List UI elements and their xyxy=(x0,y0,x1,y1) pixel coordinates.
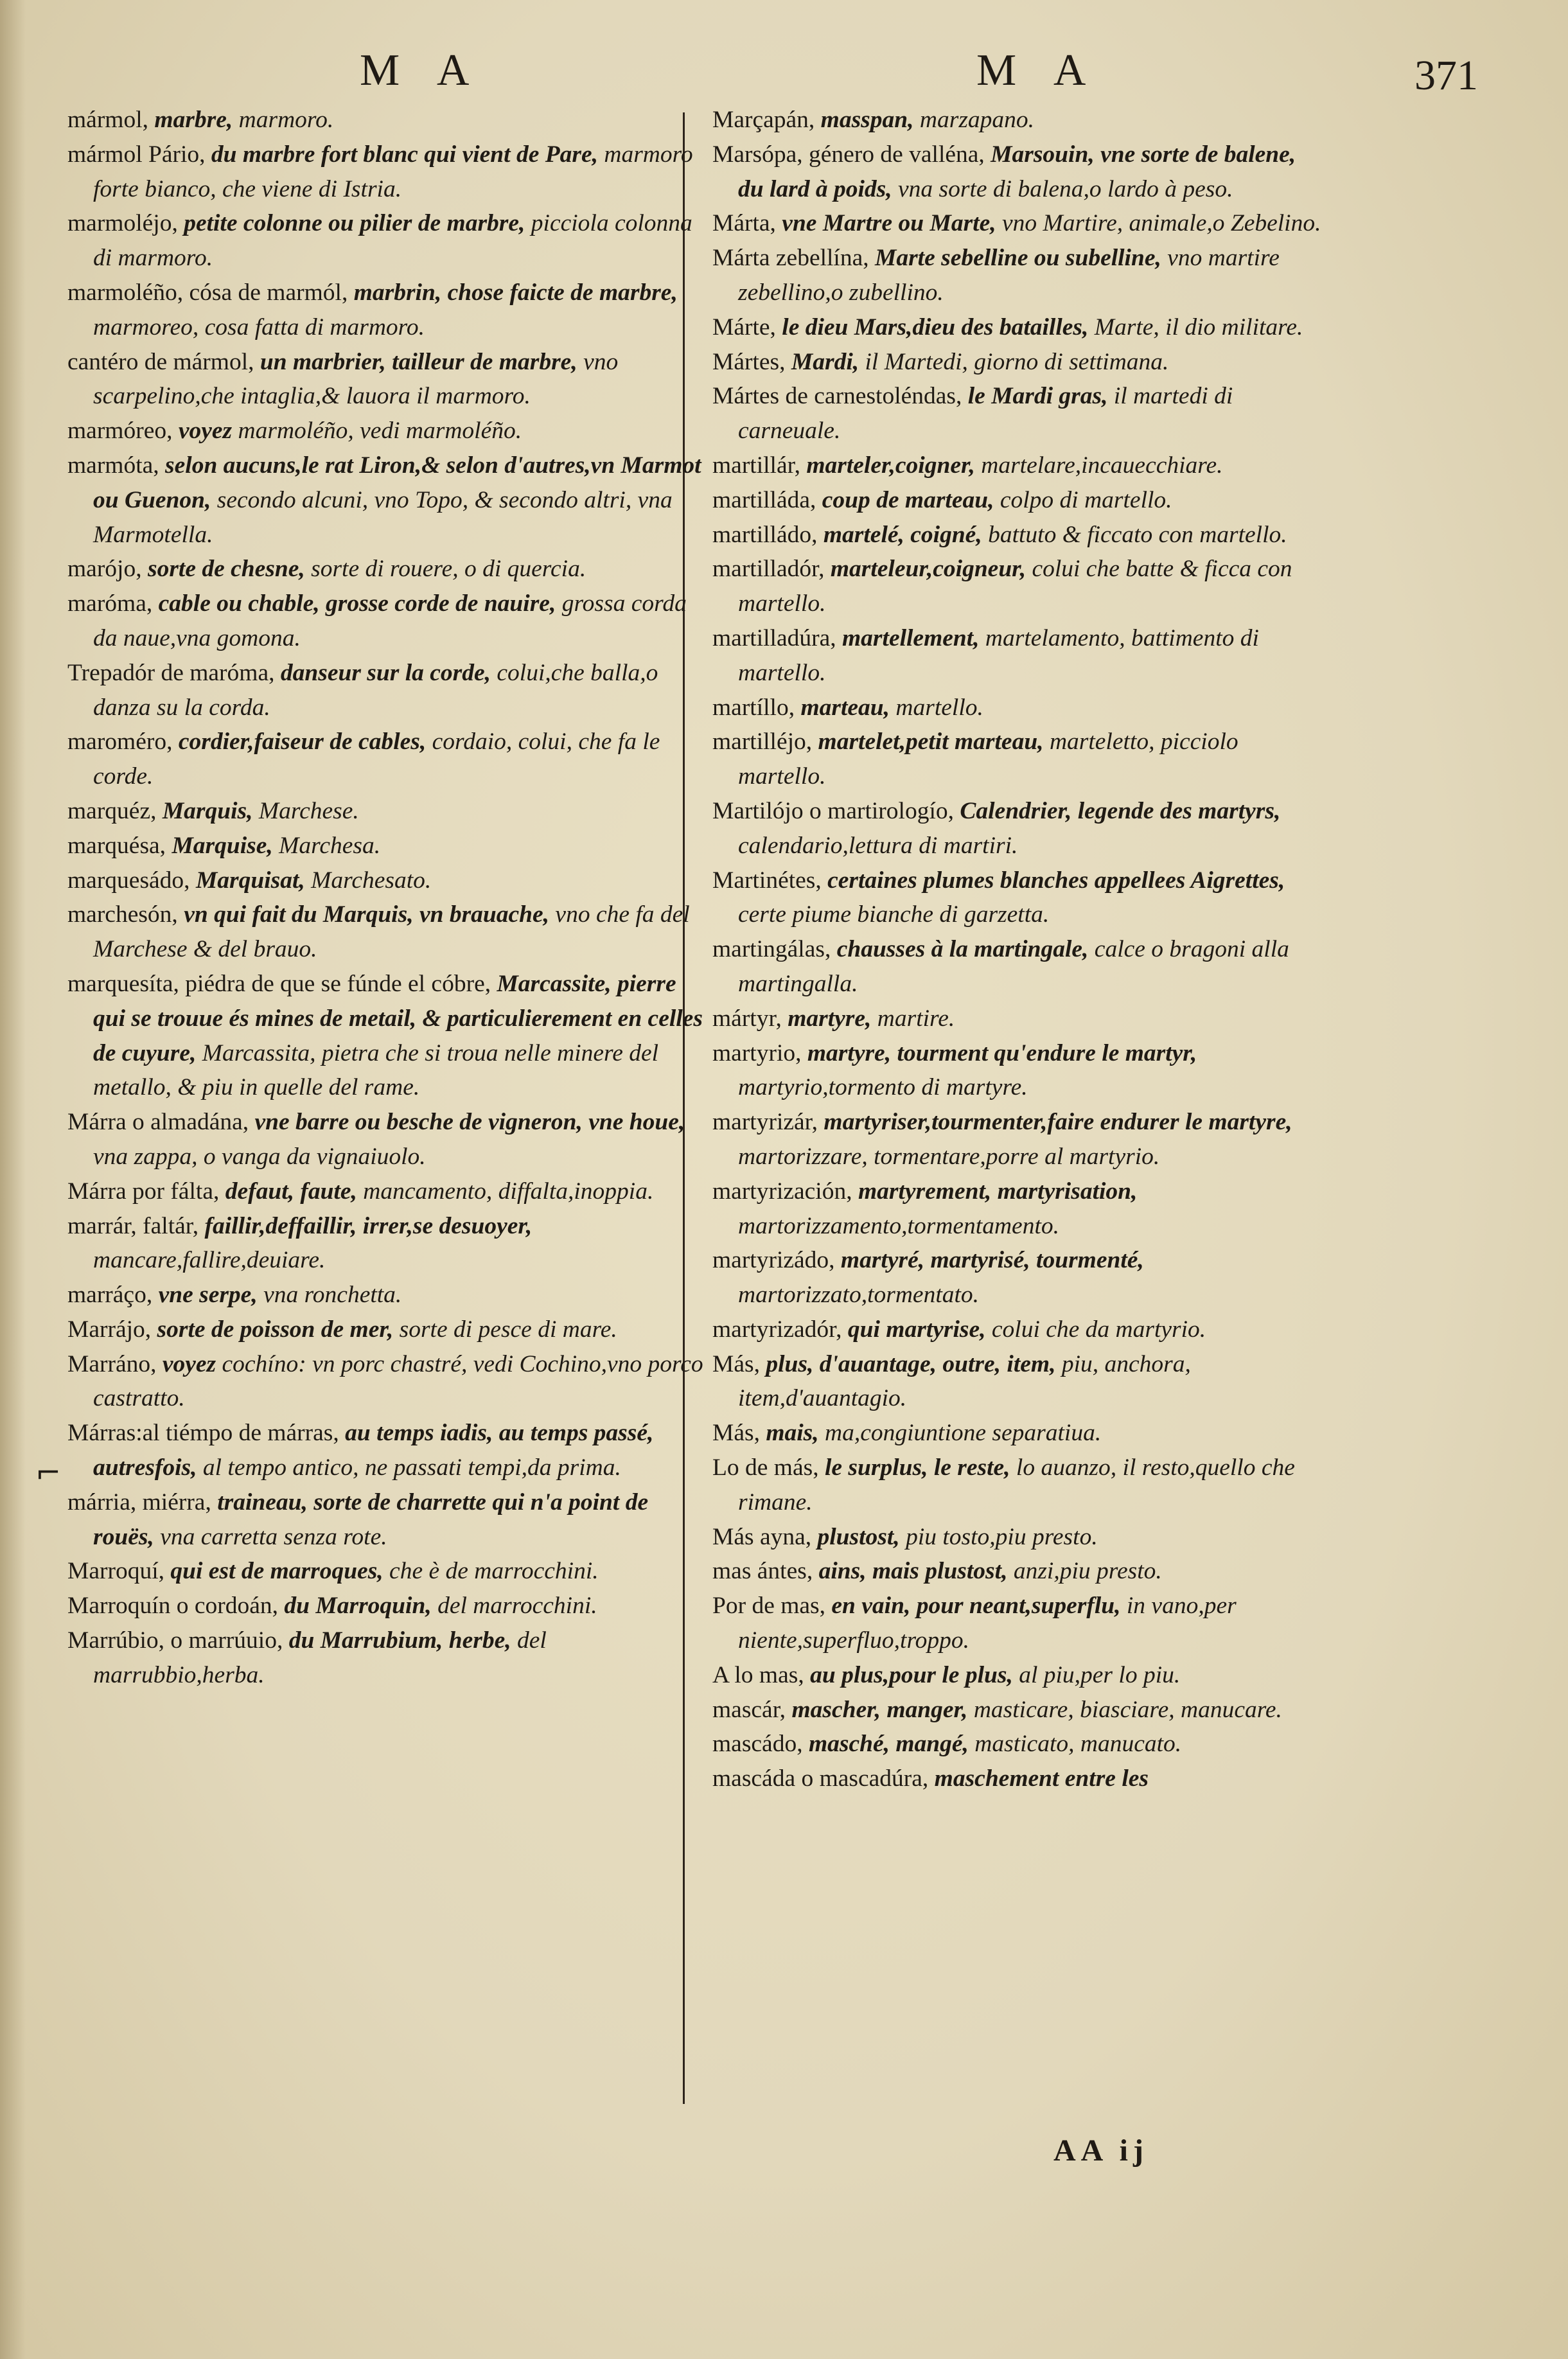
dictionary-entry xyxy=(67,897,703,967)
entry-french: martellement, xyxy=(842,624,980,651)
entry-italian: marzapano. xyxy=(919,107,1035,133)
dictionary-entry xyxy=(712,483,1323,518)
entry-headword: Marrúbio, o marrúuio, xyxy=(67,1627,283,1654)
dictionary-entry xyxy=(712,1727,1323,1762)
entry-headword: Márta, xyxy=(712,210,776,237)
entry-french: maschement entre les xyxy=(934,1765,1149,1792)
dictionary-entry xyxy=(712,1105,1323,1174)
entry-french: vn qui fait du Marquis, vn brauache, xyxy=(184,901,550,928)
entry-italian: Marcassita, pietra che si troua nelle minere del metallo, & piu in quelle del rame. xyxy=(93,1039,659,1101)
entry-french: Marquise, xyxy=(172,832,273,859)
entry-headword: martilláda, xyxy=(712,486,816,513)
entry-headword: Trepadór de maróma, xyxy=(67,659,275,686)
entry-italian: del marrocchini. xyxy=(437,1593,597,1620)
entry-french: Marsouin, vne sorte de balene, du lard à poids, xyxy=(738,141,1296,202)
entry-italian: marteletto, picciolo martello. xyxy=(738,729,1238,790)
dictionary-entry xyxy=(67,1416,703,1485)
entry-headword: Más, xyxy=(712,1350,760,1377)
entry-italian: che è de marrocchini. xyxy=(389,1558,599,1585)
entry-italian: sorte di pesce di mare. xyxy=(399,1316,617,1343)
entry-french: certaines plumes blanches appellees Aigrettes, xyxy=(827,867,1285,894)
entry-french: sorte de chesne, xyxy=(147,556,305,583)
entry-italian: al tempo antico, ne passati tempi,da prima. xyxy=(202,1454,621,1481)
right-column xyxy=(697,103,1323,2133)
entry-french: qui martyrise, xyxy=(847,1316,986,1343)
dictionary-entry xyxy=(67,1105,703,1174)
entry-french: martelet,petit marteau, xyxy=(818,729,1044,755)
entry-french: petite colonne ou pilier de marbre, xyxy=(184,210,525,237)
entry-headword: martilládo, xyxy=(712,521,818,548)
entry-italian: vna sorte di balena,o lardo à peso. xyxy=(898,175,1233,202)
entry-french: marbrin, chose faicte de marbre, xyxy=(353,279,678,306)
entry-french: au temps iadis, au temps passé, autresfois, xyxy=(93,1420,654,1481)
entry-italian: martelamento, battimento di martello. xyxy=(738,624,1259,686)
entry-italian: colui che da martyrio. xyxy=(991,1316,1206,1343)
entry-italian: masticato, manucato. xyxy=(974,1731,1182,1758)
entry-headword: martyrizadór, xyxy=(712,1316,842,1343)
dictionary-entry xyxy=(67,656,703,725)
entry-french: voyez xyxy=(178,418,233,445)
dictionary-entry xyxy=(67,967,703,1105)
entry-italian: al piu,per lo piu. xyxy=(1019,1661,1181,1688)
dictionary-entry xyxy=(712,345,1323,380)
dictionary-entry xyxy=(712,794,1323,863)
entry-italian: marmoro. xyxy=(238,107,334,133)
dictionary-entry xyxy=(67,448,703,552)
dictionary-entry xyxy=(712,310,1323,345)
entry-italian: vno Martire, animale,o Zebelino. xyxy=(1002,210,1321,237)
entry-french: martyré, martyrisé, tourmenté, xyxy=(840,1247,1144,1274)
dictionary-entry xyxy=(712,448,1323,483)
entry-french: du marbre fort blanc qui vient de Pare, xyxy=(211,141,598,168)
entry-french: le surplus, le reste, xyxy=(824,1454,1010,1481)
entry-headword: marmoléjo, xyxy=(67,210,178,237)
entry-french: masspan, xyxy=(820,107,914,133)
entry-headword: marrár, faltár, xyxy=(67,1212,199,1239)
entry-headword: marmóreo, xyxy=(67,418,173,445)
dictionary-entry xyxy=(712,1658,1323,1693)
entry-headword: martilléjo, xyxy=(712,729,813,755)
left-column xyxy=(67,103,703,2133)
entry-italian: secondo alcuni, vno Topo, & secondo altri, vna Marmotella. xyxy=(93,486,673,548)
dictionary-entry xyxy=(712,725,1323,794)
dictionary-entry xyxy=(67,1312,703,1347)
entry-headword: Mártes de carnestoléndas, xyxy=(712,383,962,410)
dictionary-entry xyxy=(712,863,1323,933)
entry-italian: grossa corda da naue,vna gomona. xyxy=(93,590,687,651)
entry-french: Marquis, xyxy=(162,797,253,824)
dictionary-entry xyxy=(712,1312,1323,1347)
entry-headword: Márra por fálta, xyxy=(67,1178,220,1205)
dictionary-entry xyxy=(712,137,1323,207)
dictionary-entry xyxy=(712,932,1323,1002)
entry-italian: Marchesato. xyxy=(311,867,432,894)
entry-headword: Más, xyxy=(712,1420,760,1447)
entry-headword: márria, miérra, xyxy=(67,1489,211,1515)
entry-italian: certe piume bianche di garzetta. xyxy=(738,901,1050,928)
dictionary-entry xyxy=(67,1589,703,1623)
entry-headword: Marrájo, xyxy=(67,1316,152,1343)
dictionary-entry xyxy=(67,1278,703,1312)
entry-headword: Marroquín o cordoán, xyxy=(67,1593,279,1620)
entry-italian: marmoro forte bianco, che viene di Istria. xyxy=(93,141,693,202)
entry-french: vne Martre ou Marte, xyxy=(782,210,996,237)
entry-headword: Marroquí, xyxy=(67,1558,165,1585)
entry-italian: martorizzare, tormentare,porre al martyrio. xyxy=(738,1143,1160,1170)
dictionary-entry xyxy=(67,829,703,863)
entry-italian: martello. xyxy=(895,694,983,721)
dictionary-entry xyxy=(67,1209,703,1278)
dictionary-entry xyxy=(712,621,1323,691)
entry-french: Marcassite, pierre qui se trouue és mines de metail, & particulierement en celles de cuyure, xyxy=(93,970,703,1066)
entry-italian: anzi,piu presto. xyxy=(1013,1558,1162,1585)
entry-italian: ma,congiuntione separatiua. xyxy=(825,1420,1102,1447)
entry-french: martelé, coigné, xyxy=(823,521,982,548)
dictionary-entry xyxy=(67,552,703,587)
entry-french: voyez xyxy=(162,1350,216,1377)
entry-headword: cantéro de mármol, xyxy=(67,348,254,375)
entry-french: defaut, faute, xyxy=(225,1178,357,1205)
entry-headword: mármol, xyxy=(67,107,149,133)
entry-headword: Marráno, xyxy=(67,1350,157,1377)
entry-french: au plus,pour le plus, xyxy=(810,1661,1013,1688)
entry-headword: martyrizár, xyxy=(712,1109,818,1136)
dictionary-entry xyxy=(712,1036,1323,1106)
dictionary-entry xyxy=(67,345,703,414)
dictionary-entry xyxy=(712,552,1323,621)
dictionary-entry xyxy=(712,1693,1323,1727)
entry-headword: marójo, xyxy=(67,556,142,583)
entry-italian: cordaio, colui, che fa le corde. xyxy=(93,729,660,790)
entry-french: Marquisat, xyxy=(195,867,305,894)
page-edge-shadow xyxy=(0,0,26,2359)
entry-headword: Márras:al tiémpo de márras, xyxy=(67,1420,339,1447)
entry-headword: martingálas, xyxy=(712,936,831,963)
entry-french: du Marroquin, xyxy=(284,1593,432,1620)
dictionary-entry xyxy=(67,1485,703,1555)
entry-italian: vno scarpelino,che intaglia,& lauora il marmoro. xyxy=(93,348,619,410)
dictionary-entry xyxy=(67,1174,703,1209)
entry-french: marbre, xyxy=(154,107,233,133)
entry-french: masché, mangé, xyxy=(808,1731,969,1758)
entry-headword: martíllo, xyxy=(712,694,795,721)
dictionary-entry xyxy=(67,1347,703,1417)
dictionary-entry xyxy=(712,691,1323,725)
entry-headword: maróma, xyxy=(67,590,153,617)
entry-french: vne serpe, xyxy=(158,1282,258,1309)
entry-italian: Marte, il dio militare. xyxy=(1094,314,1303,340)
entry-french: traineau, sorte de charrette qui n'a point de rouës, xyxy=(93,1489,649,1550)
entry-french: vne barre ou besche de vigneron, vne houe, xyxy=(254,1109,685,1136)
entry-italian: vna carretta senza rote. xyxy=(160,1523,387,1550)
entry-italian: Marchesa. xyxy=(279,832,381,859)
entry-headword: marráço, xyxy=(67,1282,153,1309)
dictionary-entry xyxy=(712,103,1323,137)
entry-french: marteleur,coigneur, xyxy=(830,556,1026,583)
dictionary-entry xyxy=(712,1554,1323,1589)
dictionary-entry xyxy=(712,206,1323,241)
dictionary-entry xyxy=(712,1243,1323,1312)
entry-headword: maroméro, xyxy=(67,729,173,755)
entry-french: Mardi, xyxy=(791,348,859,375)
entry-headword: mascáda o mascadúra, xyxy=(712,1765,929,1792)
entry-headword: Márta zebellína, xyxy=(712,245,869,272)
entry-headword: Marçapán, xyxy=(712,107,815,133)
dictionary-entry xyxy=(67,1554,703,1589)
entry-italian: marmoreo, cosa fatta di marmoro. xyxy=(93,314,425,340)
entry-italian: vno che fa del Marchese & del brauo. xyxy=(93,901,690,963)
entry-italian: il Martedi, giorno di settimana. xyxy=(865,348,1169,375)
entry-headword: Lo de más, xyxy=(712,1454,819,1481)
entry-headword: marmóta, xyxy=(67,452,159,479)
entry-italian: il martedi di carneuale. xyxy=(738,383,1233,445)
entry-french: Calendrier, legende des martyrs, xyxy=(960,797,1281,824)
entry-headword: martyrio, xyxy=(712,1039,802,1066)
entry-french: faillir,deffaillir, irrer,se desuoyer, xyxy=(204,1212,533,1239)
entry-french: plustost, xyxy=(817,1523,900,1550)
entry-french: marteler,coigner, xyxy=(806,452,975,479)
entry-italian: vno martire zebellino,o zubellino. xyxy=(738,245,1280,306)
entry-french: martyrement, martyrisation, xyxy=(858,1178,1138,1205)
entry-italian: martelare,incauecchiare. xyxy=(981,452,1223,479)
entry-french: martyriser,tourmenter,faire endurer le martyre, xyxy=(824,1109,1292,1136)
entry-italian: cochíno: vn porc chastré, vedi Cochino,vno porco castratto. xyxy=(93,1350,703,1412)
dictionary-entry xyxy=(67,414,703,448)
entry-french: martyre, xyxy=(788,1005,872,1032)
entry-headword: mascádo, xyxy=(712,1731,803,1758)
entry-french: en vain, pour neant,superflu, xyxy=(831,1593,1121,1620)
dictionary-entry xyxy=(712,1002,1323,1036)
entry-italian: colui,che balla,o danza su la corda. xyxy=(93,659,658,721)
entry-headword: mármol Pário, xyxy=(67,141,206,168)
entry-headword: Márte, xyxy=(712,314,776,340)
entry-french: sorte de poisson de mer, xyxy=(157,1316,394,1343)
dictionary-entry xyxy=(67,103,703,137)
entry-italian: mancare,fallire,deuiare. xyxy=(93,1247,326,1274)
entry-headword: martilladór, xyxy=(712,556,825,583)
entry-headword: mártyr, xyxy=(712,1005,782,1032)
entry-italian: martire. xyxy=(877,1005,955,1032)
entry-french: un marbrier, tailleur de marbre, xyxy=(260,348,577,375)
entry-italian: vna zappa, o vanga da vignaiuolo. xyxy=(93,1143,426,1170)
entry-headword: A lo mas, xyxy=(712,1661,804,1688)
entry-french: cable ou chable, grosse corde de nauire, xyxy=(158,590,556,617)
dictionary-entry xyxy=(712,518,1323,552)
entry-headword: Martilójo o martirologío, xyxy=(712,797,954,824)
entry-italian: piu, anchora, item,d'auantagio. xyxy=(738,1350,1191,1412)
entry-french: qui est de marroques, xyxy=(170,1558,383,1585)
left-running-head: M A xyxy=(360,46,484,95)
entry-italian: calce o bragoni alla martingalla. xyxy=(738,936,1289,997)
entry-headword: martillár, xyxy=(712,452,800,479)
entry-italian: Marchese. xyxy=(258,797,359,824)
dictionary-entry xyxy=(712,1589,1323,1658)
signature-mark: AA ij xyxy=(1053,2134,1149,2168)
entry-italian: in vano,per niente,superfluo,troppo. xyxy=(738,1593,1237,1654)
entry-french: danseur sur la corde, xyxy=(280,659,491,686)
entry-italian: martorizzato,tormentato. xyxy=(738,1282,980,1309)
entry-french: martyre, tourment qu'endure le martyr, xyxy=(807,1039,1197,1066)
entry-italian: piu tosto,piu presto. xyxy=(906,1523,1098,1550)
entry-french: ains, mais plustost, xyxy=(818,1558,1008,1585)
dictionary-entry xyxy=(712,1762,1323,1796)
entry-headword: Mártes, xyxy=(712,348,786,375)
entry-headword: Por de mas, xyxy=(712,1593,826,1620)
entry-headword: marquesádo, xyxy=(67,867,190,894)
entry-italian: del marrubbio,herba. xyxy=(93,1627,547,1688)
entry-headword: martilladúra, xyxy=(712,624,836,651)
entry-french: plus, d'auantage, outre, item, xyxy=(766,1350,1056,1377)
entry-headword: martyrizádo, xyxy=(712,1247,835,1274)
dictionary-entry xyxy=(67,587,703,656)
dictionary-entry xyxy=(712,379,1323,448)
entry-headword: marchesón, xyxy=(67,901,178,928)
entry-headword: marquésa, xyxy=(67,832,166,859)
dictionary-entry xyxy=(712,1347,1323,1417)
dictionary-entry xyxy=(712,1416,1323,1451)
entry-italian: colpo di martello. xyxy=(1000,486,1172,513)
entry-headword: marmoléño, cósa de marmól, xyxy=(67,279,348,306)
entry-italian: picciola colonna di marmoro. xyxy=(93,210,692,272)
entry-french: le Mardi gras, xyxy=(967,383,1108,410)
entry-headword: mascár, xyxy=(712,1696,786,1723)
dictionary-entry xyxy=(67,137,703,207)
dictionary-entry xyxy=(67,863,703,898)
entry-italian: martorizzamento,tormentamento. xyxy=(738,1212,1059,1239)
entry-italian: calendario,lettura di martiri. xyxy=(738,832,1018,859)
entry-french: le dieu Mars,dieu des batailles, xyxy=(782,314,1089,340)
entry-headword: Más ayna, xyxy=(712,1523,812,1550)
entry-italian: mancamento, diffalta,inoppia. xyxy=(363,1178,654,1205)
entry-french: cordier,faiseur de cables, xyxy=(178,729,427,755)
margin-bracket-mark: ⌐ xyxy=(35,1455,62,1491)
dictionary-entry xyxy=(712,241,1323,310)
entry-french: mascher, manger, xyxy=(791,1696,968,1723)
page-number: 371 xyxy=(1414,52,1478,99)
entry-italian: vna ronchetta. xyxy=(263,1282,402,1309)
entry-headword: marquesíta, piédra de que se fúnde el cóbre, xyxy=(67,970,491,997)
dictionary-entry xyxy=(712,1174,1323,1244)
dictionary-entry xyxy=(67,276,703,345)
entry-headword: Marsópa, género de valléna, xyxy=(712,141,985,168)
entry-headword: martyrización, xyxy=(712,1178,852,1205)
entry-french: du Marrubium, herbe, xyxy=(288,1627,511,1654)
entry-french: chausses à la martingale, xyxy=(836,936,1089,963)
right-running-head: M A xyxy=(976,46,1100,95)
dictionary-entry xyxy=(67,206,703,276)
dictionary-entry xyxy=(67,725,703,794)
dictionary-entry xyxy=(67,1623,703,1693)
entry-italian: marmoléño, vedi marmoléño. xyxy=(238,418,522,445)
entry-french: coup de marteau, xyxy=(822,486,994,513)
entry-french: marteau, xyxy=(800,694,890,721)
entry-headword: mas ántes, xyxy=(712,1558,813,1585)
entry-french: Marte sebelline ou subelline, xyxy=(875,245,1161,272)
dictionary-entry xyxy=(712,1520,1323,1555)
entry-headword: marquéz, xyxy=(67,797,157,824)
entry-italian: colui che batte & ficca con martello. xyxy=(738,556,1292,617)
entry-italian: battuto & ficcato con martello. xyxy=(988,521,1287,548)
entry-french: selon aucuns,le rat Liron,& selon d'autres,vn Marmot ou Guenon, xyxy=(93,452,701,513)
entry-headword: Márra o almadána, xyxy=(67,1109,249,1136)
entry-italian: masticare, biasciare, manucare. xyxy=(973,1696,1282,1723)
entry-italian: lo auanzo, il resto,quello che rimane. xyxy=(738,1454,1295,1515)
entry-french: mais, xyxy=(766,1420,819,1447)
entry-italian: sorte di rouere, o di quercia. xyxy=(311,556,586,583)
entry-italian: martyrio,tormento di martyre. xyxy=(738,1074,1028,1101)
dictionary-entry xyxy=(67,794,703,829)
dictionary-entry xyxy=(712,1451,1323,1520)
entry-headword: Martinétes, xyxy=(712,867,822,894)
